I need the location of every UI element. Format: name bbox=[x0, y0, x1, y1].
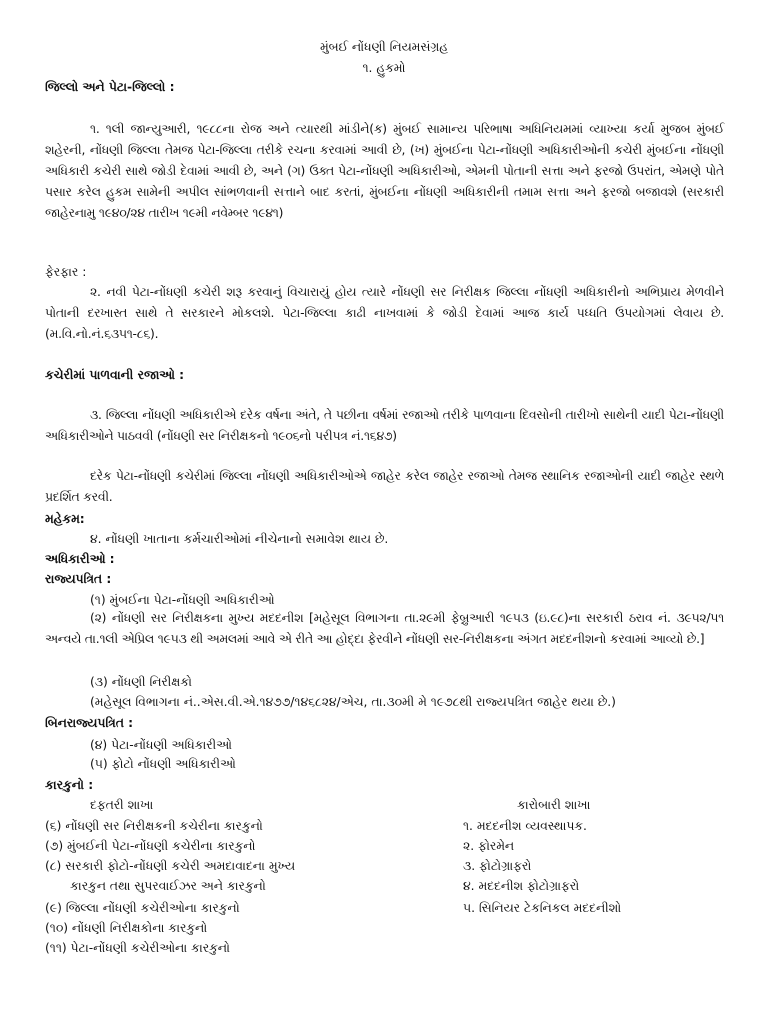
executive-list-item: ૧. મદદનીશ વ્યવસ્થાપક. bbox=[463, 819, 587, 833]
executive-list-item: ૩. ફોટોગ્રાફરો bbox=[463, 859, 532, 873]
executive-list-item: ૫. સિનિયર ટેકનિકલ મદદનીશો bbox=[463, 901, 622, 915]
paragraph-5: ૪. નોંધણી ખાતાના કર્મચારીઓમાં નીચેનાનો સમાવેશ થાય છે. bbox=[90, 532, 389, 546]
paragraph-4: દરેક પેટા-નોંધણી કચેરીમાં જિલ્લા નોંધણી અધિકારીઓએ જાહેર કરેલ જાહેર રજાઓ તેમજ સ્થાનિક રજાઓની યાદી જાહેર સ્થળે પ્રદર્શિત કરવી. bbox=[45, 469, 724, 504]
clerk-list-item: (૯) જિલ્લા નોંધણી કચેરીઓના કારકુનો bbox=[45, 901, 240, 915]
gazetted-item-3-note: (મહેસૂલ વિભાગના નં..એસ.વી.એ.૧૪૭૭/૧૪૬૮૨૪/એચ, તા.૩૦મી મે ૧૯૭૮થી રાજ્યપત્રિત જાહેર થયા છે.) bbox=[90, 695, 616, 709]
gazetted-item-3: (૩) નોંધણી નિરીક્ષકો bbox=[90, 675, 192, 689]
heading-establishment: મહેકમ: bbox=[45, 512, 85, 526]
column-header-executive-branch: કારોબારી શાખા bbox=[517, 798, 591, 812]
heading-gazetted: રાજ્યપત્રિત : bbox=[45, 572, 112, 586]
clerk-list-item: (૧૦) નોંધણી નિરીક્ષકોના કારકુનો bbox=[45, 921, 208, 935]
executive-list-item: ૨. ફોરમેન bbox=[463, 839, 515, 853]
column-header-record-branch: દફતરી શાખા bbox=[90, 798, 154, 812]
document-title: મુંબઈ નોંધણી નિયમસંગ્રહ bbox=[319, 40, 449, 54]
heading-officers: અધિકારીઓ : bbox=[45, 552, 115, 566]
document-subtitle: ૧. હુકમો bbox=[362, 61, 406, 75]
paragraph-1: ૧. ૧લી જાન્યુઆરી, ૧૯૮૮ના રોજ અને ત્યારથી માંડીને(ક) મુંબઈ સામાન્ય પરિભાષા અધિનિયમમાં વ્યાખ્યા કર્યા મુજબ મુંબઈ શહેરની, નોંધણી જિલ્લા તેમજ પેટા-જિલ્લા તરીકે રચના કરવામાં આવી છે, (ખ) મુંબઈના પેટા-નોંધણી અધિકારીઓની કચેરી મુંબઈના નોંધણી અધિકારી કચેરી સાથે જોડી દેવામાં આવી છે, અને (ગ) ઉક્ત પેટા-નોંધણી અધિકારીઓ, એમની પોતાની સત્તા અને ફરજો ઉપરાંત, એમણે પોતે પસાર કરેલ હુકમ સામેની અપીલ સાંભળવાની સત્તાને બાદ કરતાં, મુંબઈના નોંધણી અધિકારીની તમામ સત્તા અને ફરજો બજાવશે (સરકારી જાહેરનામુ ૧૯૪૦/૨૪ તારીખ ૧૯મી નવેમ્બર ૧૯૪૧) bbox=[45, 122, 724, 220]
heading-holidays: કચેરીમાં પાળવાની રજાઓ : bbox=[45, 368, 184, 382]
paragraph-3: ૩. જિલ્લા નોંધણી અધિકારીએ દરેક વર્ષના અંતે, તે પછીના વર્ષમાં રજાઓ તરીકે પાળવાના દિવસોની તારીખો સાથેની યાદી પેટા-નોંધણી અધિકારીઓને પાઠવવી (નોંધણી સર નિરીક્ષકનો ૧૯૦૬નો પરીપત્ર નં.૧૬૪૭) bbox=[45, 408, 724, 443]
heading-district: જિલ્લો અને પેટા-જિલ્લો : bbox=[45, 80, 175, 94]
non-gazetted-item-4: (૪) પેટા-નોંધણી અધિકારીઓ bbox=[90, 738, 232, 752]
heading-non-gazetted: બિનરાજ્યપત્રિત : bbox=[45, 716, 134, 730]
clerk-list-item: (૬) નોંધણી સર નિરીક્ષકની કચેરીના કારકુનો bbox=[45, 819, 263, 833]
clerk-list-item: કારકુન તથા સુપરવાઈઝર અને કારકુનો bbox=[70, 879, 266, 893]
executive-list-item: ૪. મદદનીશ ફોટોગ્રાફરો bbox=[463, 879, 580, 893]
paragraph-2: ૨. નવી પેટા-નોંધણી કચેરી શરૂ કરવાનું વિચારાયું હોય ત્યારે નોંધણી સર નિરીક્ષક જિલ્લા નોંધણી અધિકારીનો અભિપ્રાય મેળવીને પોતાની દરખાસ્ત સાથે તે સરકારને મોકલશે. પેટા-જિલ્લા કાઢી નાખવામાં કે જોડી દેવામાં આજ કાર્ય પધ્ધતિ ઉપયોગમાં લેવાય છે. (મ.વિ.નો.નં.૬૩૫૧-૮૬). bbox=[45, 285, 724, 341]
heading-clerks: કારકુનો : bbox=[45, 778, 94, 792]
heading-change: ફેરફાર : bbox=[45, 265, 87, 279]
gazetted-item-2: (૨) નોંધણી સર નિરીક્ષકના મુખ્ય મદદનીશ [મહેસૂલ વિભાગના તા.૨૯મી ફેબ્રુઆરી ૧૯૫૩ (ઇ.૯૮)ના સરકારી ઠરાવ નં. ૩૯૫૨/૫૧ અન્વયે તા.૧લી એપ્રિલ ૧૯૫૩ થી અમલમાં આવે એ રીતે આ હોદ્દા ફેરવીને નોંધણી સર-નિરીક્ષકના અંગત મદદનીશનો કરવામાં આવ્યો છે.] bbox=[45, 611, 724, 646]
gazetted-item-1: (૧) મુંબઈના પેટા-નોંધણી અધિકારીઓ bbox=[90, 593, 275, 607]
clerk-list-item: (૭) મુંબઈની પેટા-નોંધણી કચેરીના કારકુનો bbox=[45, 839, 256, 853]
clerk-list-item: (૧૧) પેટા-નોંધણી કચેરીઓના કારકુનો bbox=[45, 941, 230, 955]
clerk-list-item: (૮) સરકારી ફોટો-નોંધણી કચેરી અમદાવાદના મુખ્ય bbox=[45, 859, 296, 873]
non-gazetted-item-5: (૫) ફોટો નોંધણી અધિકારીઓ bbox=[90, 757, 236, 771]
